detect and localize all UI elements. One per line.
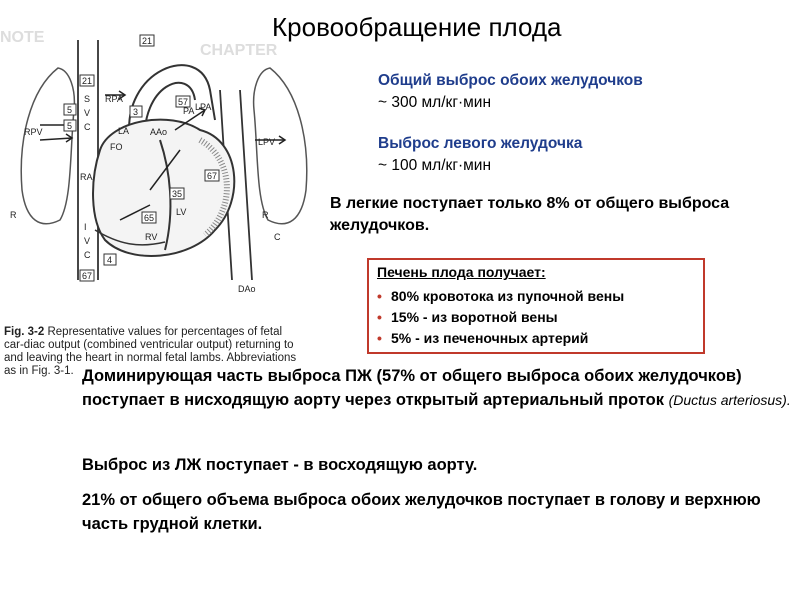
- list-item: • 5% - из печеночных артерий: [377, 330, 695, 346]
- svg-text:21: 21: [142, 36, 153, 46]
- svg-text:4: 4: [107, 255, 113, 265]
- page-title: Кровообращение плода: [272, 12, 562, 42]
- lv-output-label: Выброс левого желудочка: [378, 135, 583, 152]
- lv-destination-paragraph: Выброс из ЛЖ поступает - в восходящую аорту.: [82, 456, 478, 474]
- svg-text:PA: PA: [183, 106, 195, 116]
- rv-output-text: Доминирующая часть выброса ПЖ (57% от общего выброса обоих желудочков) поступает в нисходящую аорту через открытый артериальный проток: [82, 367, 742, 409]
- svg-text:RPV: RPV: [24, 127, 43, 137]
- svg-text:67: 67: [207, 171, 218, 181]
- svg-text:RPA: RPA: [105, 94, 123, 104]
- svg-text:CHAPTER: CHAPTER: [200, 42, 278, 59]
- liver-list: [377, 288, 695, 346]
- svg-text:RA: RA: [80, 172, 93, 182]
- svg-text:FO: FO: [110, 142, 123, 152]
- svg-text:I: I: [84, 222, 87, 232]
- list-item: • 15% - из воротной вены: [377, 309, 695, 325]
- svg-text:C: C: [274, 232, 281, 242]
- lungs-note: В легкие поступает только 8% от общего выброса желудочков.: [330, 195, 730, 234]
- svg-text:67: 67: [82, 271, 93, 281]
- svg-text:5: 5: [67, 121, 73, 131]
- svg-text:S: S: [84, 94, 91, 104]
- rv-output-paragraph: [82, 364, 792, 412]
- lv-output-value: ~ 100 мл/кг·мин: [378, 157, 492, 174]
- total-output-label: Общий выброс обоих желудочков: [378, 72, 643, 89]
- svg-text:57: 57: [178, 97, 189, 107]
- figure-caption-text: Representative values for percentages of fetal car-diac output (combined ventricular output) returning to and leaving the heart in normal fetal lambs. Abbreviations as in: [4, 326, 297, 377]
- svg-text:DAo: DAo: [238, 284, 256, 294]
- svg-text:LPA: LPA: [195, 102, 212, 112]
- svg-text:V: V: [84, 108, 91, 118]
- head-supply-paragraph: 21% от общего объема выброса обоих желудочков поступает в голову и верхнюю часть грудной клетки.: [82, 491, 761, 533]
- svg-text:5: 5: [67, 105, 73, 115]
- svg-text:R: R: [262, 210, 269, 220]
- svg-text:C: C: [84, 122, 91, 132]
- svg-text:R: R: [10, 210, 17, 220]
- liver-heading: Печень плода получает:: [377, 264, 546, 280]
- svg-text:AAo: AAo: [150, 127, 168, 137]
- svg-text:V: V: [84, 236, 91, 246]
- svg-text:NOTE: NOTE: [0, 30, 45, 46]
- diagram-label: 21: [82, 76, 93, 86]
- svg-text:65: 65: [144, 213, 155, 223]
- svg-text:C: C: [84, 250, 91, 260]
- lv-output-block: [378, 133, 758, 177]
- svg-text:3: 3: [133, 107, 139, 117]
- svg-text:LV: LV: [176, 207, 187, 217]
- figure-number: Fig. 3-2: [4, 326, 45, 338]
- svg-text:RV: RV: [145, 232, 158, 242]
- total-output-value: ~ 300 мл/кг·мин: [378, 94, 492, 111]
- svg-text:35: 35: [172, 189, 183, 199]
- fetal-circulation-diagram: [0, 30, 322, 377]
- total-output-block: [378, 70, 758, 114]
- svg-text:LA: LA: [118, 126, 130, 136]
- heart-diagram-drawing: [0, 30, 322, 295]
- svg-text:LPV: LPV: [258, 137, 276, 147]
- liver-supply-box: [367, 258, 705, 354]
- figure-caption-ref: Fig. 3-1.: [31, 365, 74, 377]
- ductus-arteriosus-term: (Ductus arteriosus).: [668, 392, 791, 408]
- list-item: • 80% кровотока из пупочной вены: [377, 288, 695, 304]
